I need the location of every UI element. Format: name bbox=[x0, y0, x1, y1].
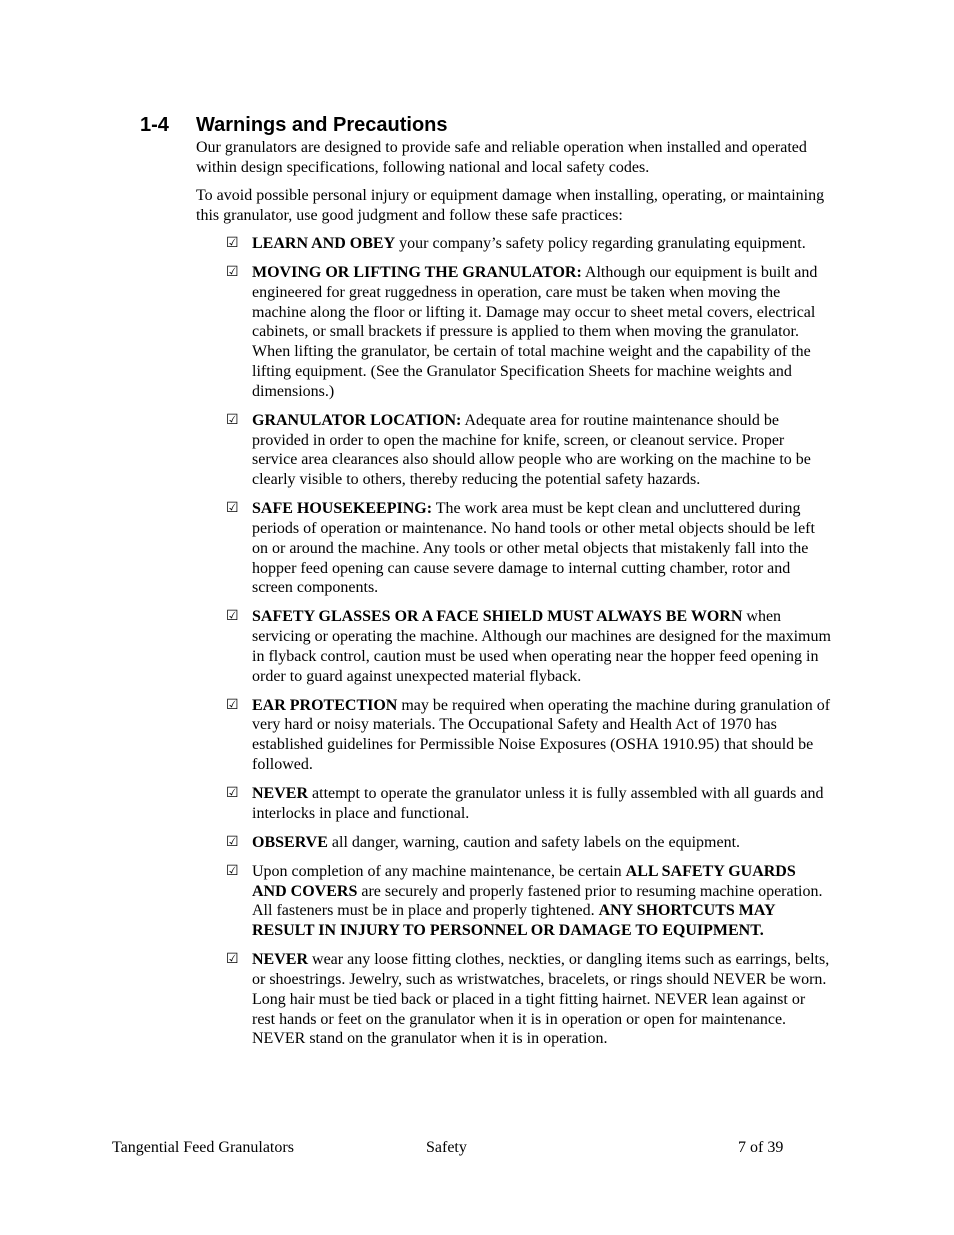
bullet-bold-lead: ALL SAFETY GUARDS AND COVERS bbox=[252, 862, 796, 900]
bullet-text: The work area must be kept clean and uncluttered during periods of operation or maintenance. No hand tools or other metal objects should be left on or around the machine. Any tools or other metal objects that mistakenly fall into the hopper feed opening can cause severe damage to internal cutting chamber, rotor and screen components. bbox=[252, 500, 815, 597]
checkbox-icon: ☑ bbox=[226, 862, 239, 879]
bullet-bold-lead: GRANULATOR LOCATION: bbox=[252, 411, 462, 429]
bullet-text: may be required when operating the machine during granulation of very hard or noisy materials. The Occupational Safety and Health Act of 1970 has established guidelines for Permissible Noise Exposures (OSHA 1910.95) that should be followed. bbox=[252, 696, 831, 774]
bullet-bold-lead: MOVING OR LIFTING THE GRANULATOR: bbox=[252, 263, 582, 281]
bullet-bold-lead: NEVER bbox=[252, 785, 309, 803]
list-item bbox=[226, 696, 832, 775]
checkbox-icon: ☑ bbox=[226, 833, 239, 850]
checkbox-icon: ☑ bbox=[226, 608, 239, 625]
bullet-text: all danger, warning, caution and safety labels on the equipment. bbox=[327, 833, 741, 851]
list-item bbox=[226, 234, 832, 254]
list-item bbox=[226, 950, 832, 1049]
footer-document-title: Tangential Feed Granulators bbox=[112, 1139, 294, 1156]
list-item bbox=[226, 607, 832, 686]
bullet-text: attempt to operate the granulator unless it is fully assembled with all guards and interlocks in place and functional. bbox=[252, 785, 824, 822]
list-item bbox=[226, 499, 832, 598]
intro-paragraph-text: Our granulators are designed to provide safe and reliable operation when installed and operated within design specifications, following national and local safety codes. bbox=[196, 139, 807, 176]
section-heading bbox=[140, 112, 448, 138]
bullet-bold-lead: OBSERVE bbox=[252, 833, 328, 851]
precautions-list bbox=[226, 234, 832, 1058]
intro-paragraph bbox=[196, 186, 836, 226]
bullet-text: are securely and properly fastened prior to resuming machine operation. All fasteners must be in place and properly tightened. bbox=[252, 882, 823, 920]
checkbox-icon: ☑ bbox=[226, 785, 239, 802]
checkbox-icon: ☑ bbox=[226, 696, 239, 713]
bullet-text: when servicing or operating the machine. Although our machines are designed for the maximum in flyback control, caution must be used when operating near the hopper feed opening in order to guard against unexpected material flyback. bbox=[252, 608, 831, 685]
bullet-bold-lead: SAFETY GLASSES OR A FACE SHIELD MUST ALWAYS BE WORN bbox=[252, 608, 743, 626]
checkbox-icon: ☑ bbox=[226, 235, 239, 251]
list-item bbox=[226, 263, 832, 402]
list-item bbox=[226, 833, 832, 853]
bullet-bold-lead: LEARN AND OBEY bbox=[252, 235, 396, 252]
list-item bbox=[226, 784, 832, 824]
bullet-text: your company’s safety policy regarding granulating equipment. bbox=[395, 235, 806, 252]
bullet-text: Upon completion of any machine maintenance, be certain bbox=[252, 862, 626, 880]
footer-section-name: Safety bbox=[426, 1139, 467, 1156]
checkbox-icon: ☑ bbox=[226, 263, 239, 280]
bullet-bold-lead: EAR PROTECTION bbox=[252, 696, 398, 714]
list-item bbox=[226, 411, 832, 490]
checkbox-icon: ☑ bbox=[226, 500, 239, 517]
checkbox-icon: ☑ bbox=[226, 411, 239, 428]
list-item bbox=[226, 862, 832, 941]
bullet-text: wear any loose fitting clothes, neckties, or dangling items such as earrings, belts, or shoestrings. Jewelry, such as wristwatches, bracelets, or rings should NEVER be worn. Long hair must be tied back or placed in a tight fitting hairnet. NEVER lean against or rest hands or feet on the granulator when it is in operation or open for maintenance. NEVER stand on the granulator when it is in operation. bbox=[252, 951, 830, 1048]
intro-paragraph bbox=[196, 138, 836, 178]
bullet-text: Although our equipment is built and engineered for great ruggedness in operation, care must be taken when moving the machine along the floor or lifting it. Damage may occur to sheet metal covers, electrical cabinets, or small brackets if pressure is applied to them when moving the granulator. When lifting the granulator, be certain of total machine weight and the capability of the lifting equipment. (See the Granulator Specification Sheets for machine weights and dimensions.) bbox=[252, 263, 818, 400]
bullet-bold-lead: SAFE HOUSEKEEPING: bbox=[252, 500, 433, 518]
bullet-text: Adequate area for routine maintenance should be provided in order to open the machine for knife, screen, or cleanout service. Proper service area clearances also should allow people who are working on the machine to be clearly visible to others, thereby reducing the potential safety hazards. bbox=[252, 411, 811, 489]
intro-paragraph-text: To avoid possible personal injury or equipment damage when installing, operating, or maintaining this granulator, use good judgment and follow these safe practices: bbox=[196, 187, 825, 224]
footer-page-number: 7 of 39 bbox=[738, 1139, 784, 1156]
bullet-bold-lead: NEVER bbox=[252, 951, 309, 969]
bullet-bold-warning: ANY SHORTCUTS MAY RESULT IN INJURY TO PERSONNEL OR DAMAGE TO EQUIPMENT. bbox=[252, 902, 775, 940]
section-title: Warnings and Precautions bbox=[196, 114, 448, 136]
checkbox-icon: ☑ bbox=[226, 951, 239, 968]
section-number: 1-4 bbox=[140, 114, 169, 136]
